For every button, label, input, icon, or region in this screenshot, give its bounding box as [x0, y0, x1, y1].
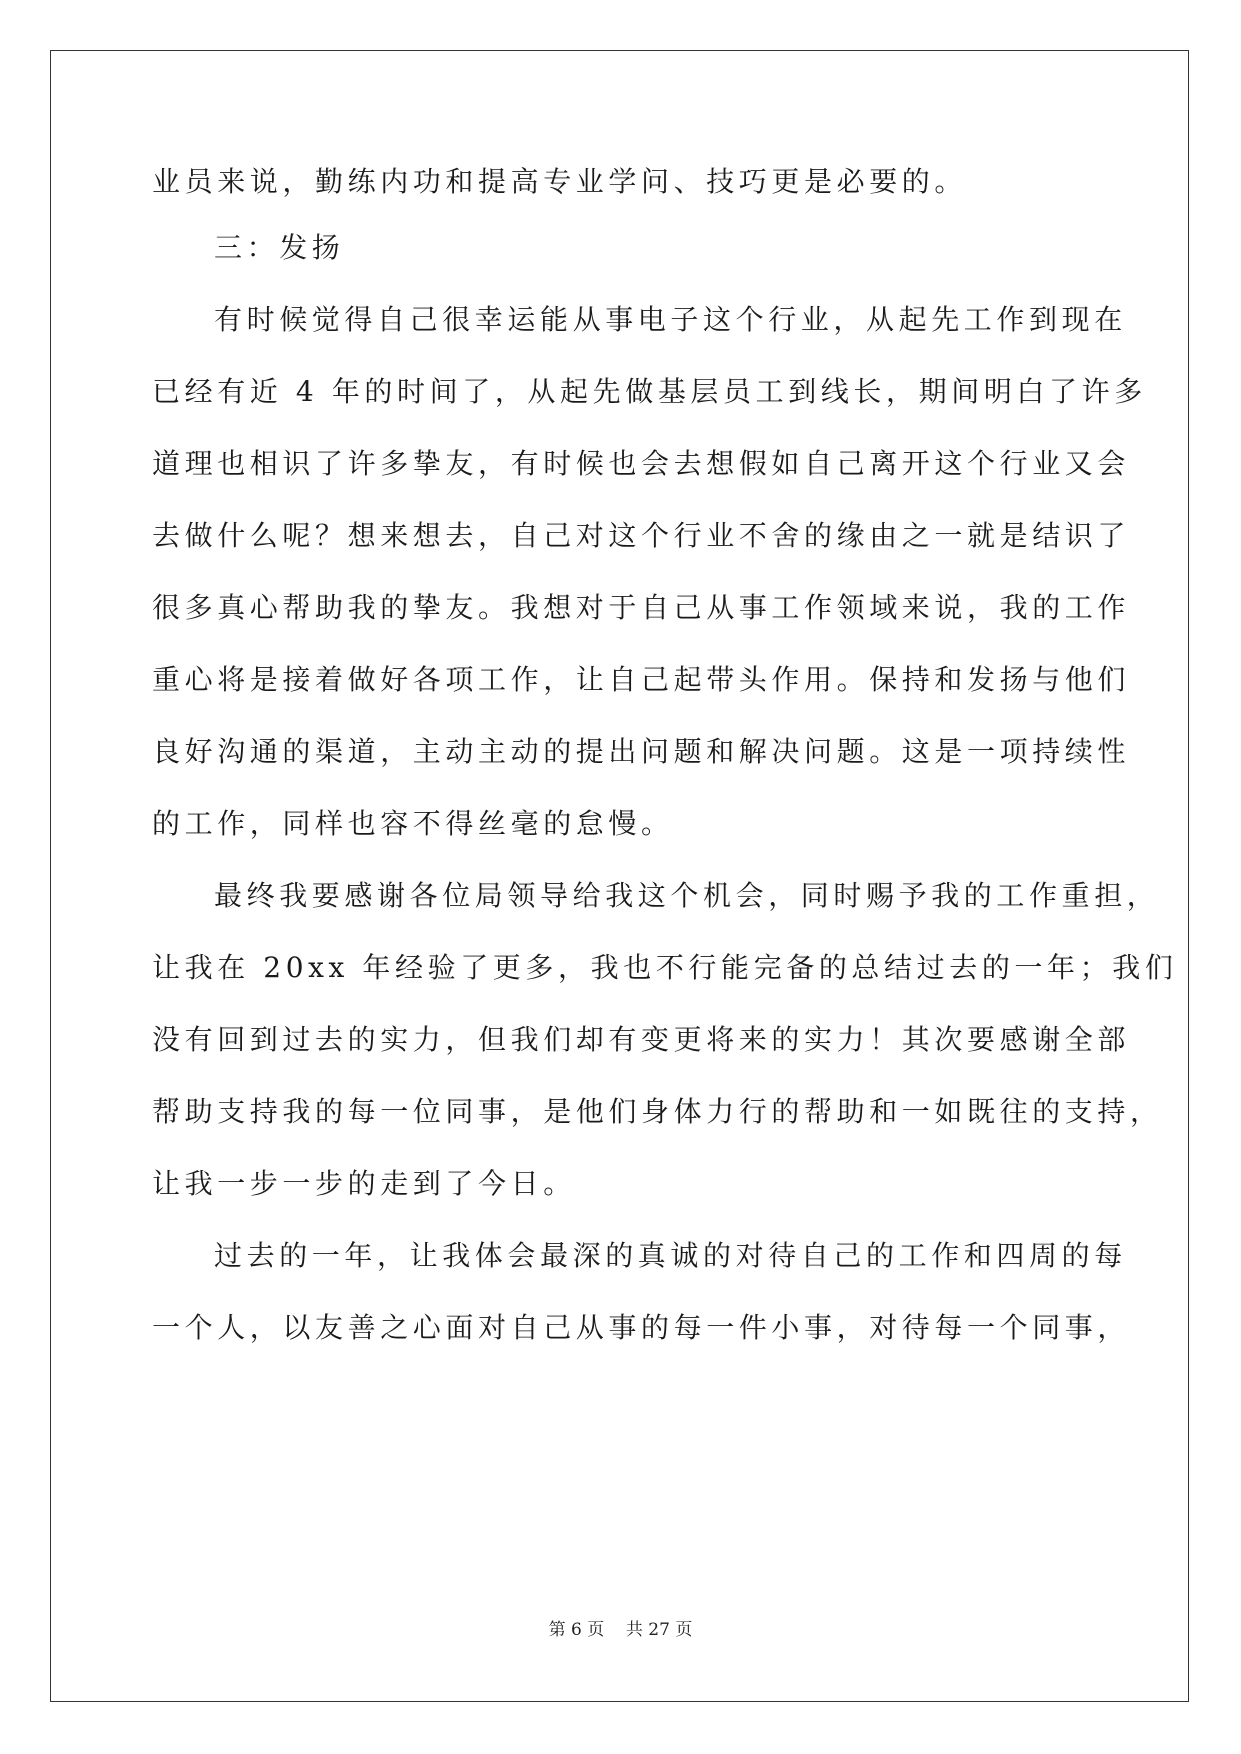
page-number: 第 6 页 共 27 页 — [548, 1620, 693, 1640]
text-line: 已经有近 4 年的时间了，从起先做基层员工到线长，期间明白了许多 — [152, 375, 1147, 408]
text-line: 道理也相识了许多挚友，有时候也会去想假如自己离开这个行业又会 — [152, 447, 1131, 480]
text-line: 一个人，以友善之心面对自己从事的每一件小事，对待每一个同事， — [152, 1311, 1131, 1344]
text-line: 帮助支持我的每一位同事，是他们身体力行的帮助和一如既往的支持， — [152, 1095, 1163, 1128]
text-line: 良好沟通的渠道，主动主动的提出问题和解决问题。这是一项持续性 — [152, 735, 1131, 768]
text-line: 的工作，同样也容不得丝毫的怠慢。 — [152, 807, 674, 840]
text-line: 让我一步一步的走到了今日。 — [152, 1167, 576, 1200]
text-line: 最终我要感谢各位局领导给我这个机会，同时赐予我的工作重担， — [214, 879, 1160, 912]
section-heading: 三：发扬 — [214, 231, 345, 264]
text-line: 去做什么呢？想来想去，自己对这个行业不舍的缘由之一就是结识了 — [152, 519, 1131, 552]
text-line: 重心将是接着做好各项工作，让自己起带头作用。保持和发扬与他们 — [152, 663, 1131, 696]
text-line: 很多真心帮助我的挚友。我想对于自己从事工作领域来说，我的工作 — [152, 591, 1131, 624]
text-line: 没有回到过去的实力，但我们却有变更将来的实力！其次要感谢全部 — [152, 1023, 1131, 1056]
text-line: 过去的一年，让我体会最深的真诚的对待自己的工作和四周的每 — [214, 1239, 1127, 1272]
text-line: 让我在 20xx 年经验了更多，我也不行能完备的总结过去的一年；我们 — [152, 951, 1178, 984]
text-line: 有时候觉得自己很幸运能从事电子这个行业，从起先工作到现在 — [214, 303, 1127, 336]
text-line: 业员来说，勤练内功和提高专业学问、技巧更是必要的。 — [152, 165, 968, 198]
